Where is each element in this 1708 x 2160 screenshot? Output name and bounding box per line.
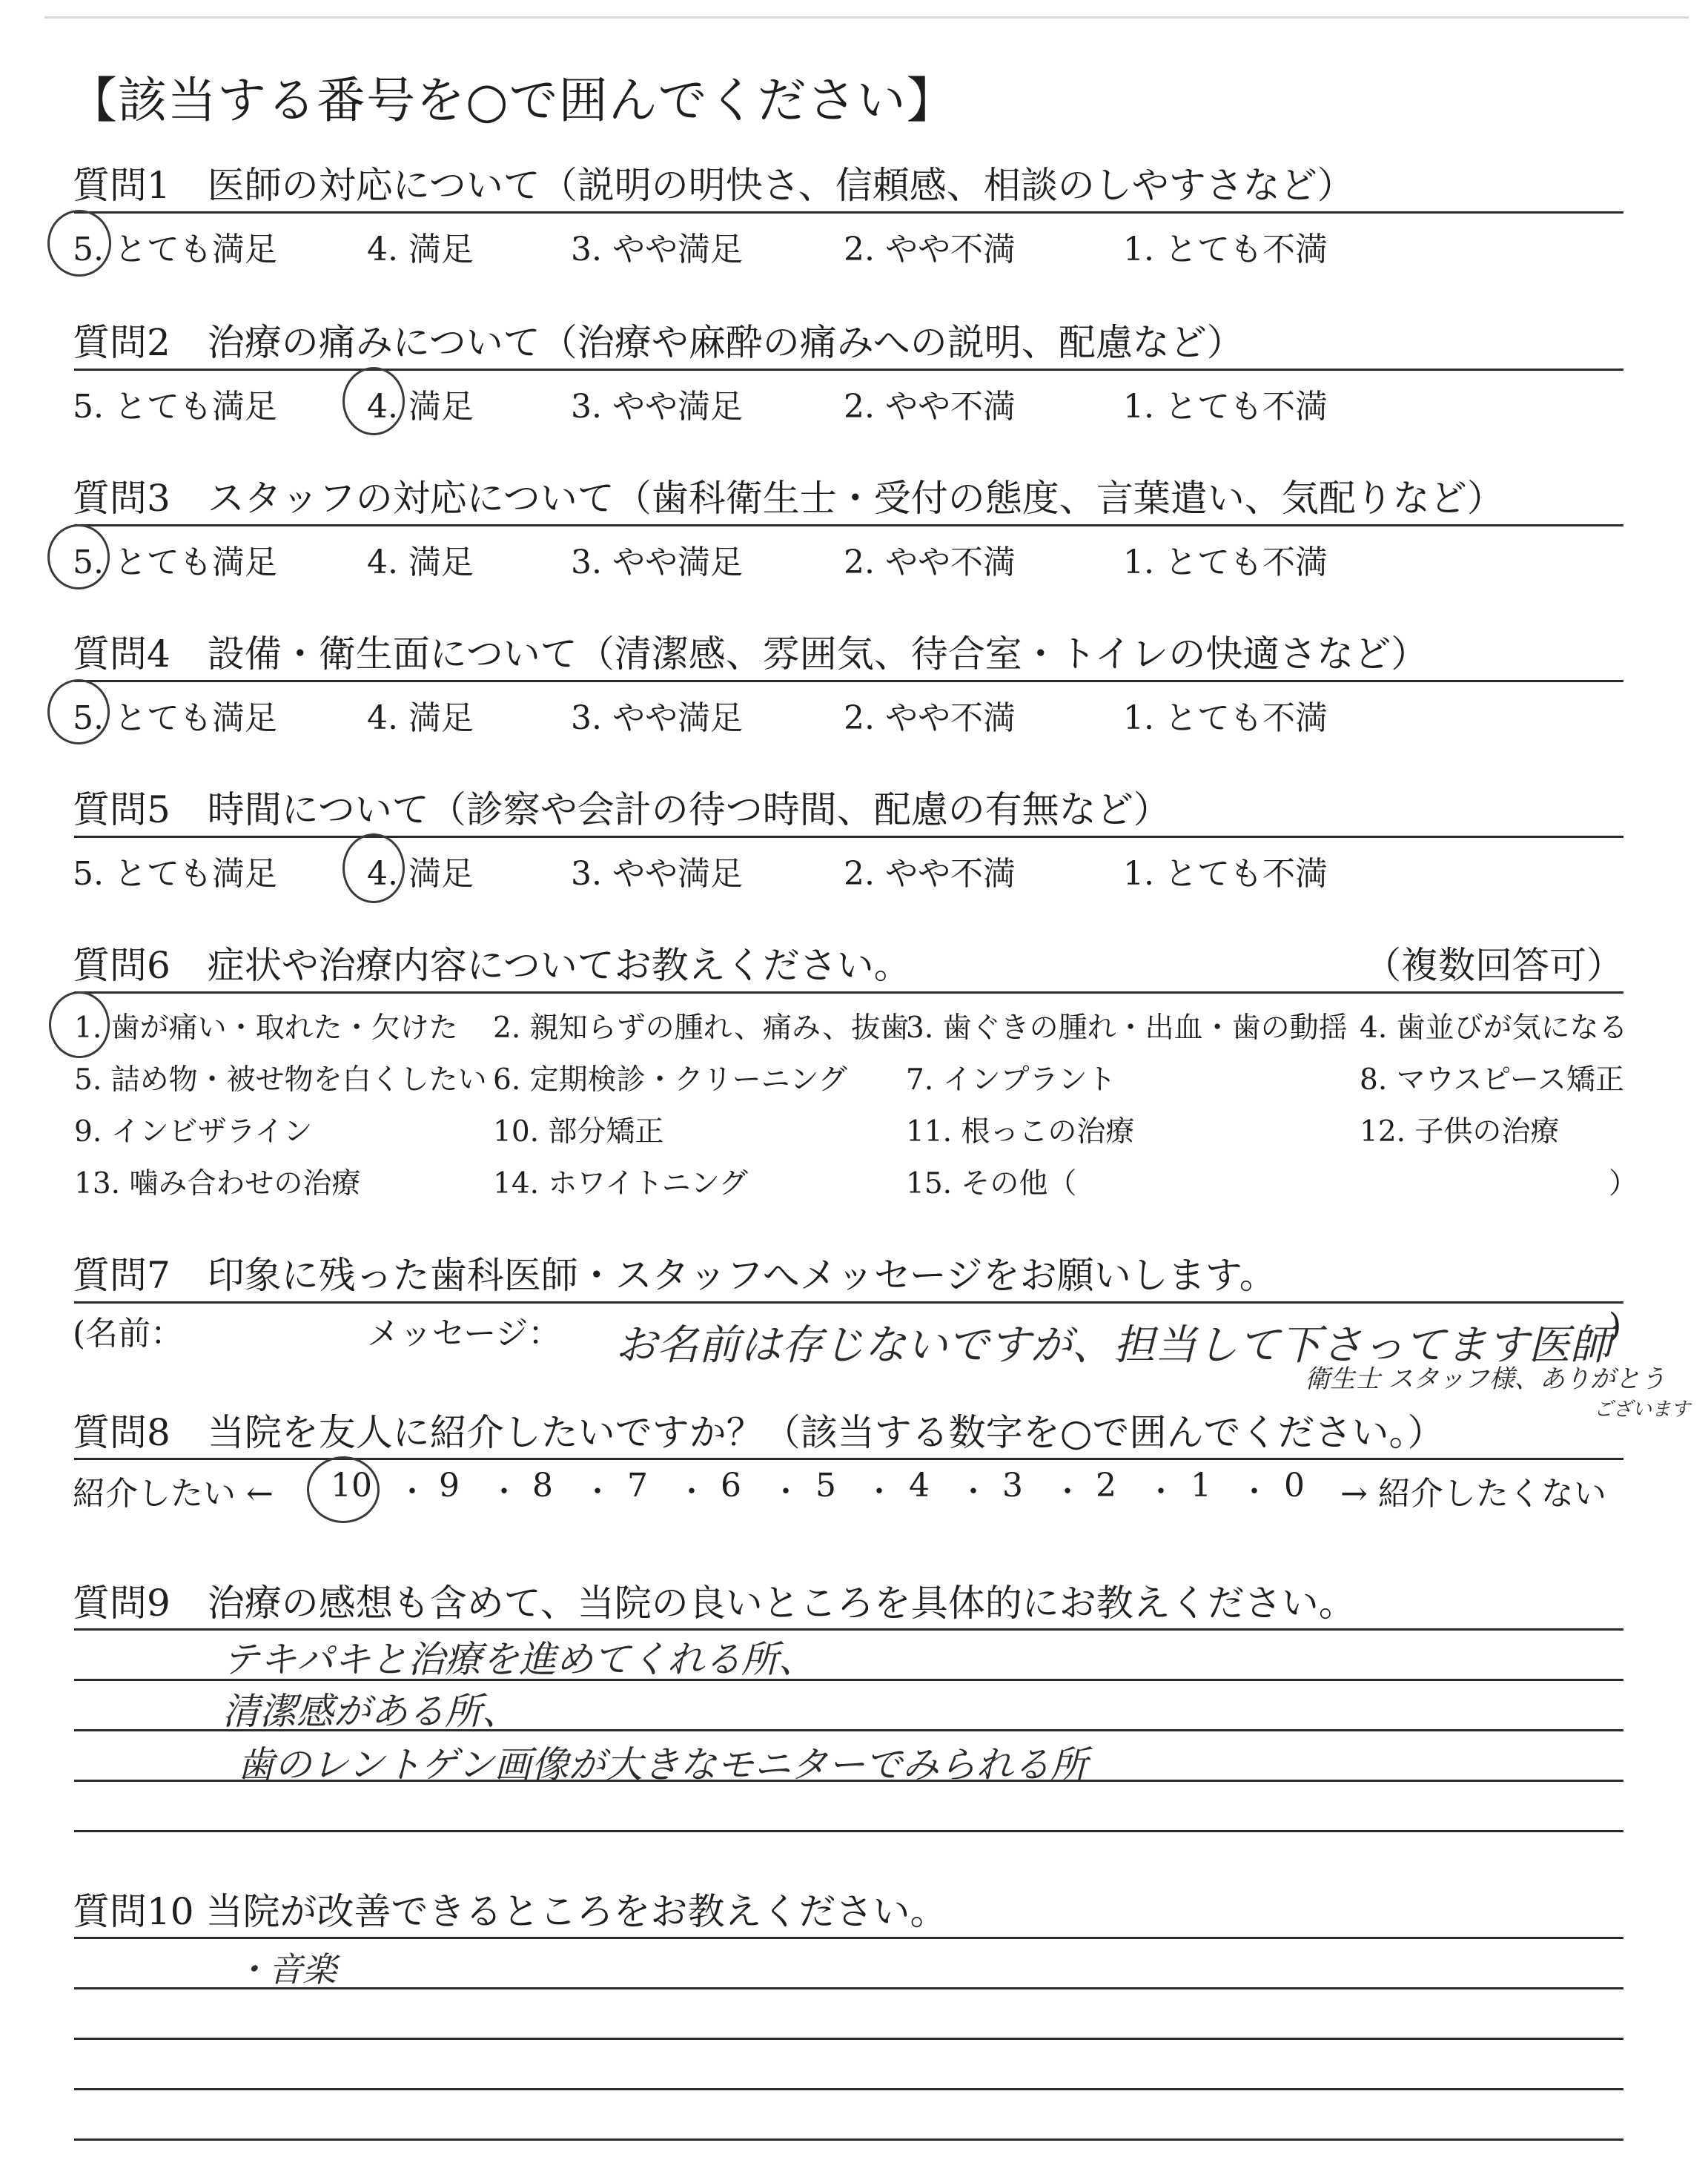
q8-number-5[interactable]: 5	[815, 1467, 836, 1505]
q4-option-1[interactable]: 1. とても不満	[1123, 699, 1328, 737]
q5-option-3[interactable]: 3. やや満足	[571, 855, 743, 893]
q6-option-6[interactable]: 6. 定期検診・クリーニング	[493, 1063, 847, 1097]
q2-option-2[interactable]: 2. やや不満	[844, 388, 1016, 426]
q8-number-7[interactable]: 7	[627, 1467, 648, 1505]
q2-option-3[interactable]: 3. やや満足	[571, 388, 743, 426]
q5-option-5[interactable]: 5. とても満足	[73, 855, 277, 893]
q8-number-8[interactable]: 8	[532, 1467, 553, 1505]
q6-option-4[interactable]: 4. 歯並びが気になる	[1360, 1011, 1628, 1045]
q5-option-4[interactable]: 4. 満足	[367, 855, 474, 893]
q10-answer-line	[74, 1937, 1623, 1939]
q8-separator: ・	[1146, 1475, 1176, 1509]
question-5-title: 質問5 時間について（診察や会計の待つ時間、配慮の有無など）	[73, 788, 1171, 831]
q9-answer-line	[74, 1830, 1623, 1832]
q4-option-5[interactable]: 5. とても満足	[73, 699, 277, 737]
q6-option-8[interactable]: 8. マウスピース矯正	[1360, 1063, 1624, 1097]
q8-separator: ・	[771, 1475, 801, 1509]
q6-option-15[interactable]: 15. その他（	[906, 1167, 1077, 1200]
q8-separator: ・	[1053, 1475, 1082, 1509]
q8-separator: ・	[959, 1475, 988, 1509]
q3-option-4[interactable]: 4. 満足	[367, 544, 474, 581]
q9-handwritten-answer-3: 歯のレントゲン画像が大きなモニターでみられる所	[237, 1743, 1088, 1786]
question-4-rule	[74, 680, 1623, 682]
q4-option-3[interactable]: 3. やや満足	[571, 699, 743, 737]
q8-number-10[interactable]: 10	[331, 1467, 372, 1505]
q8-separator: ・	[1239, 1475, 1269, 1509]
q6-option-5[interactable]: 5. 詰め物・被せ物を白くしたい	[74, 1063, 487, 1097]
q9-handwritten-answer-1: テキパキと治療を進めてくれる所、	[222, 1638, 815, 1681]
q1-option-1[interactable]: 1. とても不満	[1123, 231, 1328, 268]
q8-number-1[interactable]: 1	[1191, 1467, 1211, 1505]
q6-option-1[interactable]: 1. 歯が痛い・取れた・欠けた	[74, 1011, 458, 1045]
question-2-title: 質問2 治療の痛みについて（治療や麻酔の痛みへの説明、配慮など）	[73, 321, 1244, 364]
q8-number-3[interactable]: 3	[1002, 1467, 1023, 1505]
q4-selection-circle	[47, 679, 110, 744]
q7-close-paren: )	[1609, 1307, 1622, 1344]
q4-option-2[interactable]: 2. やや不満	[844, 699, 1016, 737]
q6-option-14[interactable]: 14. ホワイトニング	[493, 1167, 748, 1200]
question-3-rule	[74, 524, 1623, 526]
q1-option-2[interactable]: 2. やや不満	[844, 231, 1016, 268]
q7-handwritten-message-line3: ございます	[1594, 1398, 1691, 1421]
q6-option-11[interactable]: 11. 根っこの治療	[906, 1115, 1135, 1149]
q6-selection-circle	[49, 991, 110, 1058]
q8-separator: ・	[397, 1475, 427, 1509]
q6-other-close-paren: ）	[1609, 1167, 1638, 1200]
question-7-title: 質問7 印象に残った歯科医師・スタッフへメッセージをお願いします。	[73, 1254, 1277, 1297]
q8-separator: ・	[583, 1475, 612, 1509]
question-6-title: 質問6 症状や治療内容についてお教えください。	[73, 944, 911, 987]
q1-option-5[interactable]: 5. とても満足	[73, 231, 277, 268]
q3-option-5[interactable]: 5. とても満足	[73, 544, 277, 581]
question-2-rule	[74, 369, 1623, 371]
q9-handwritten-answer-2: 清潔感がある所、	[222, 1690, 519, 1733]
q8-number-4[interactable]: 4	[909, 1467, 930, 1505]
q6-option-7[interactable]: 7. インプラント	[906, 1063, 1116, 1097]
question-5-rule	[74, 836, 1623, 838]
q8-right-label: → 紹介したくない	[1340, 1475, 1606, 1513]
question-4-title: 質問4 設備・衛生面について（清潔感、雰囲気、待合室・トイレの快適さなど）	[73, 633, 1429, 676]
question-6-note: （複数回答可）	[1364, 944, 1623, 987]
q8-number-9[interactable]: 9	[439, 1467, 460, 1505]
q2-option-4[interactable]: 4. 満足	[367, 388, 474, 426]
q1-option-4[interactable]: 4. 満足	[367, 231, 474, 268]
q8-separator: ・	[864, 1475, 894, 1509]
q6-option-2[interactable]: 2. 親知らずの腫れ、痛み、抜歯	[493, 1011, 910, 1045]
q5-option-1[interactable]: 1. とても不満	[1123, 855, 1328, 893]
q2-option-5[interactable]: 5. とても満足	[73, 388, 277, 426]
q8-number-6[interactable]: 6	[721, 1467, 741, 1505]
q10-answer-line	[74, 2138, 1623, 2141]
q8-left-label: 紹介したい ←	[73, 1475, 274, 1513]
q1-selection-circle	[47, 210, 111, 277]
question-1-rule	[74, 211, 1623, 214]
q6-option-10[interactable]: 10. 部分矯正	[493, 1115, 664, 1149]
q7-handwritten-message-line2: 衛生士 スタッフ様、ありがとう	[1305, 1364, 1666, 1394]
q2-option-1[interactable]: 1. とても不満	[1123, 388, 1328, 426]
q10-answer-line	[74, 2038, 1623, 2040]
question-6-rule	[74, 991, 1623, 994]
q2-selection-circle	[342, 367, 405, 435]
q5-option-2[interactable]: 2. やや不満	[844, 855, 1016, 893]
question-9-title: 質問9 治療の感想も含めて、当院の良いところを具体的にお教えください。	[73, 1582, 1356, 1625]
q8-selection-circle	[307, 1456, 380, 1523]
q6-option-9[interactable]: 9. インビザライン	[74, 1115, 313, 1149]
q6-option-3[interactable]: 3. 歯ぐきの腫れ・出血・歯の動揺	[906, 1011, 1348, 1045]
question-8-rule	[74, 1458, 1623, 1460]
question-1-title: 質問1 医師の対応について（説明の明快さ、信頼感、相談のしやすさなど）	[73, 164, 1354, 207]
page-top-border	[44, 16, 1689, 19]
q3-selection-circle	[47, 524, 110, 589]
q3-option-2[interactable]: 2. やや不満	[844, 544, 1016, 581]
q3-option-3[interactable]: 3. やや満足	[571, 544, 743, 581]
question-10-title: 質問10 当院が改善できるところをお教えください。	[73, 1890, 947, 1933]
q10-handwritten-answer-1: ・音楽	[234, 1949, 337, 1989]
q6-option-12[interactable]: 12. 子供の治療	[1360, 1115, 1560, 1149]
q3-option-1[interactable]: 1. とても不満	[1123, 544, 1328, 581]
q7-message-label: メッセージ：	[367, 1315, 561, 1353]
q7-handwritten-message-line1: お名前は存じないですが、担当して下さってます医師	[615, 1321, 1612, 1370]
page-header: 【該当する番号を○で囲んでください】	[68, 72, 956, 129]
q8-number-0[interactable]: 0	[1284, 1467, 1305, 1505]
question-8-title: 質問8 当院を友人に紹介したいですか？（該当する数字を○で囲んでください。）	[73, 1411, 1445, 1454]
q8-separator: ・	[489, 1475, 519, 1509]
question-7-rule	[74, 1301, 1623, 1304]
q8-number-2[interactable]: 2	[1096, 1467, 1116, 1505]
question-3-title: 質問3 スタッフの対応について（歯科衛生士・受付の態度、言葉遣い、気配りなど）	[73, 477, 1504, 520]
q8-separator: ・	[677, 1475, 706, 1509]
q7-name-label: (名前：	[73, 1315, 184, 1353]
q1-option-3[interactable]: 3. やや満足	[571, 231, 743, 268]
q10-answer-line	[74, 2088, 1623, 2090]
q4-option-4[interactable]: 4. 満足	[367, 699, 474, 737]
q6-option-13[interactable]: 13. 噛み合わせの治療	[74, 1167, 361, 1200]
q5-selection-circle	[342, 833, 405, 903]
